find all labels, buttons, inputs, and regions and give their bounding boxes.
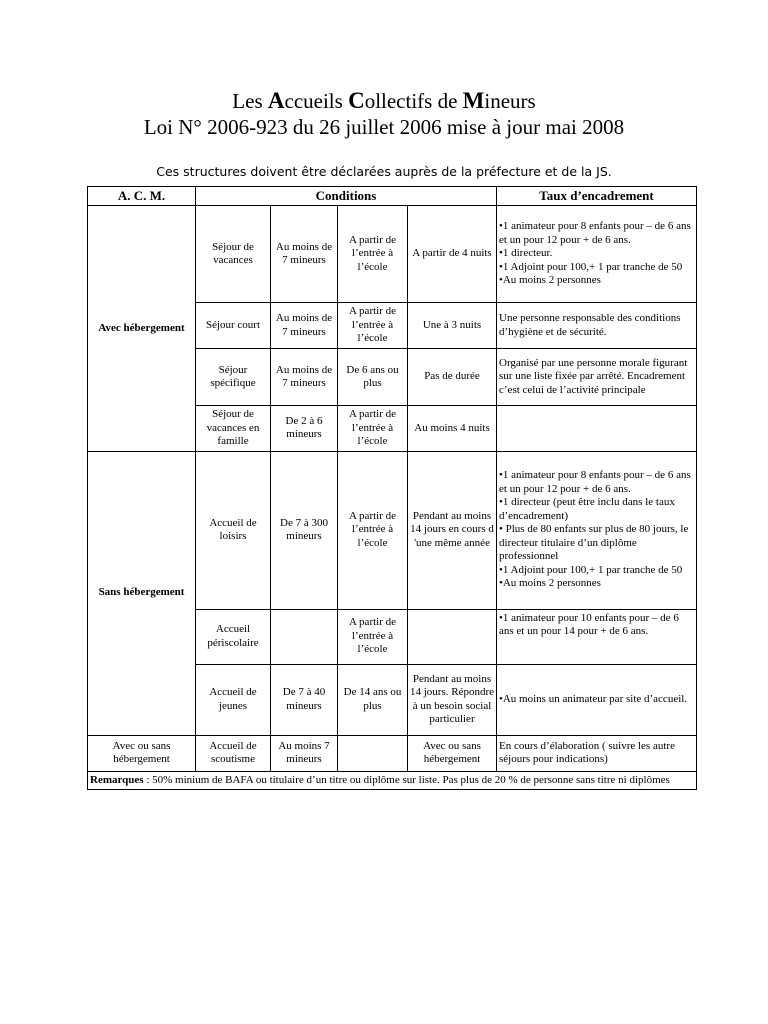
row-age: Au moins de 7 mineurs [271,303,338,349]
acm-table [87,186,697,790]
taux-line: •1 Adjoint pour 100,+ 1 par tranche de 50 [499,563,683,576]
taux-line: En cours d’élaboration ( suivre les autre séjours pour indications) [499,739,675,765]
taux-line: •1 animateur pour 8 enfants pour – de 6 ans et un pour 12 pour + de 6 ans. [499,220,691,246]
row-taux [497,406,697,452]
row-duree: Pas de durée [408,349,497,406]
row-taux [497,664,697,735]
header-conditions: Conditions [196,187,497,206]
row-duree: Avec ou sans hébergement [408,735,497,771]
row-age [271,609,338,664]
row-duree: A partir de 4 nuits [408,206,497,303]
taux-line: •Au moins 2 personnes [499,577,601,590]
row-taux [497,451,697,609]
row-type: Accueil de jeunes [196,664,271,735]
header-taux: Taux d’encadrement [497,187,697,206]
remarques-label: Remarques [90,773,144,786]
row-duree: Pendant au moins 14 jours en cours d 'une même année [408,451,497,609]
row-type: Accueil de loisirs [196,451,271,609]
row-entree: A partir de l’entrée à l’école [338,303,408,349]
row-duree: Pendant au moins 14 jours. Répondre à un besoin social particulier [408,664,497,735]
taux-line: Organisé par une personne morale figurant sur une liste fixée par arrêté. Encadrement c’est celui de l’activité principale [499,356,688,396]
row-entree [338,735,408,771]
remarques-text: : 50% minium de BAFA ou titulaire d’un titre ou diplôme sur liste. Pas plus de 20 % de personne sans titre ni diplômes [143,773,670,786]
subtitle-note: Ces structures doivent être déclarées auprès de la préfecture et de la JS. [156,164,612,179]
row-age: Au moins 7 mineurs [271,735,338,771]
row-type: Accueil de scoutisme [196,735,271,771]
row-duree: Au moins 4 nuits [408,406,497,452]
row-type: Accueil périscolaire [196,609,271,664]
row-taux [497,349,697,406]
taux-line: •Au moins un animateur par site d’accueil. [499,692,688,705]
row-taux [497,735,697,771]
table-row [88,206,697,303]
row-age: De 7 à 40 mineurs [271,664,338,735]
row-age: De 7 à 300 mineurs [271,451,338,609]
document-title: Les Accueils Collectifs de Mineurs [232,88,536,113]
row-duree [408,609,497,664]
row-age: Au moins de 7 mineurs [271,349,338,406]
table-row [88,735,697,771]
remarques-row [88,771,697,790]
taux-line: •1 directeur. [499,247,553,260]
row-taux [497,609,697,664]
taux-line: •1 Adjoint pour 100,+ 1 par tranche de 50 [499,260,683,273]
group-sans-hebergement: Sans hébergement [88,451,196,735]
group-avec-hebergement: Avec hébergement [88,206,196,452]
row-age: Au moins de 7 mineurs [271,206,338,303]
row-age: De 2 à 6 mineurs [271,406,338,452]
taux-line: •Au moins 2 personnes [499,274,601,287]
group-avec-ou-sans: Avec ou sans hébergement [88,735,196,771]
row-taux [497,303,697,349]
header-acm: A. C. M. [88,187,196,206]
row-entree: A partir de l’entrée à l’école [338,406,408,452]
row-type: Séjour court [196,303,271,349]
row-entree: De 14 ans ou plus [338,664,408,735]
table-header-row [88,187,697,206]
row-duree: Une à 3 nuits [408,303,497,349]
taux-line: •1 directeur (peut être inclu dans le taux d’encadrement) [499,496,675,522]
row-type: Séjour spécifique [196,349,271,406]
remarques [88,771,697,790]
row-entree: A partir de l’entrée à l’école [338,451,408,609]
row-type: Séjour de vacances [196,206,271,303]
row-type: Séjour de vacances en famille [196,406,271,452]
law-reference: Loi N° 2006-923 du 26 juillet 2006 mise à jour mai 2008 [143,115,625,139]
taux-line: • Plus de 80 enfants sur plus de 80 jours, le directeur titulaire d’un diplôme professionnel [499,523,689,563]
row-entree: A partir de l’entrée à l’école [338,206,408,303]
table-row [88,451,697,609]
row-taux [497,206,697,303]
row-entree: A partir de l’entrée à l’école [338,609,408,664]
row-entree: De 6 ans ou plus [338,349,408,406]
taux-line: •1 animateur pour 8 enfants pour – de 6 ans et un pour 12 pour + de 6 ans. [499,469,691,495]
taux-line: •1 animateur pour 10 enfants pour – de 6 ans et un pour 14 pour + de 6 ans. [499,611,679,637]
taux-line: Une personne responsable des conditions d’hygiène et de sécurité. [499,312,681,338]
